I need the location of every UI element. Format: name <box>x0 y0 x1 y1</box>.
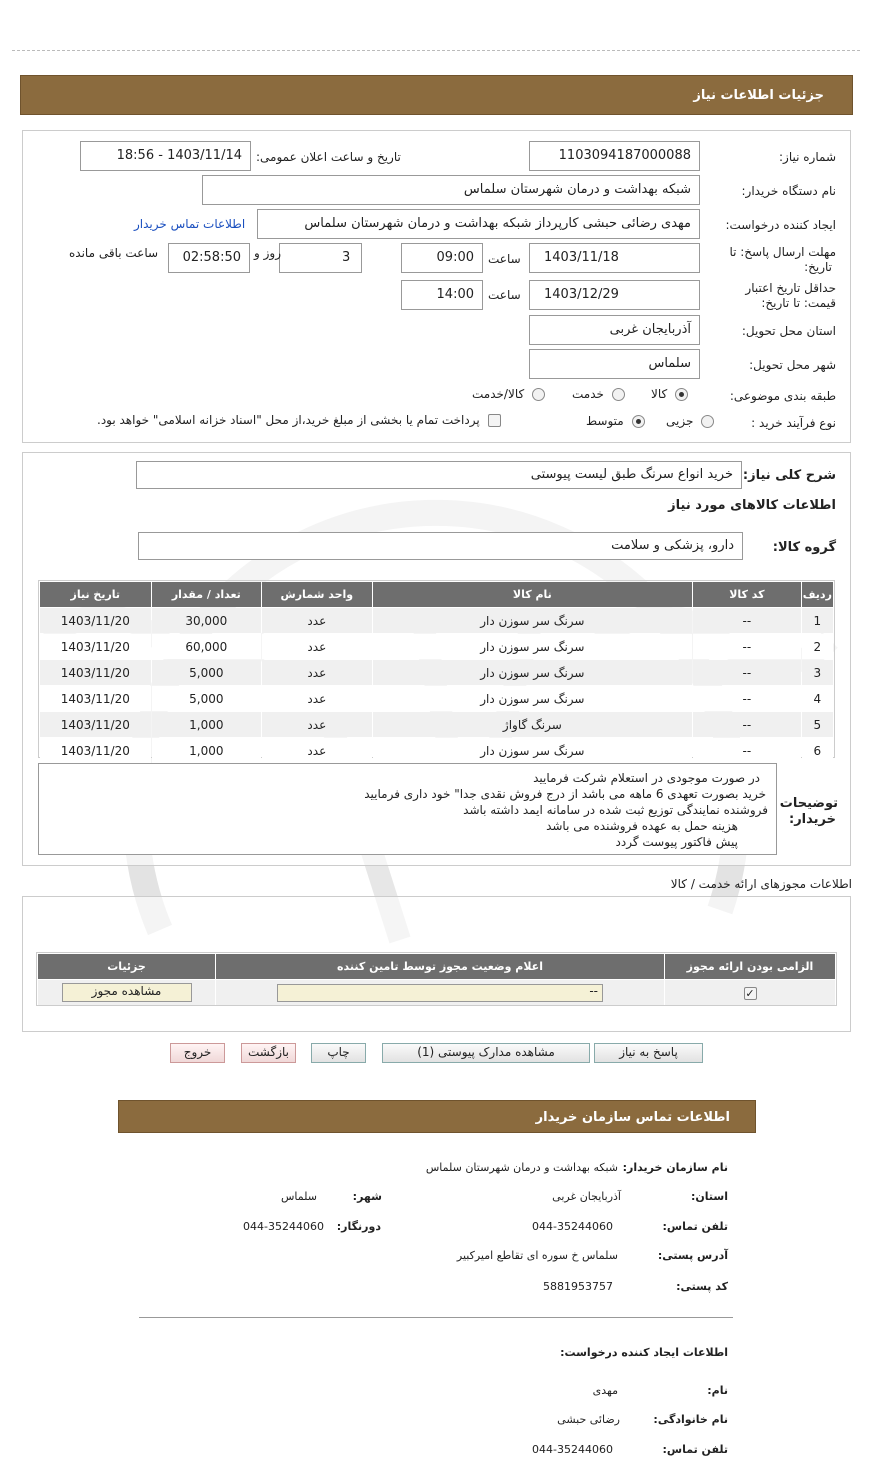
goods-info-title: اطلاعات کالاهای مورد نیاز <box>668 498 836 513</box>
province-field: آذربایجان غربی <box>529 315 700 345</box>
need-number-label: شماره نیاز: <box>779 150 836 164</box>
buyer-org-field: شبکه بهداشت و درمان شهرستان سلماس <box>202 175 700 205</box>
view-documents-button[interactable]: مشاهده مدارک پیوستی (1) <box>382 1043 590 1063</box>
permits-title: اطلاعات مجوزهای ارائه خدمت / کالا <box>670 877 852 891</box>
buyer-note-line: هزینه حمل به عهده فروشنده می باشد <box>546 819 738 833</box>
col-code: کد کالا <box>693 582 801 607</box>
deadline-label-2: تاریخ: <box>804 260 832 274</box>
required-checkbox-icon[interactable]: ✓ <box>745 986 755 1000</box>
reply-button[interactable]: پاسخ به نیاز <box>594 1043 703 1063</box>
contact-phone-value: 044-35244060 <box>532 1220 613 1233</box>
radio-unchecked-icon[interactable] <box>701 415 714 428</box>
buyer-org-label: نام دستگاه خریدار: <box>741 184 836 198</box>
category-option-service[interactable]: خدمت <box>572 387 625 401</box>
announce-field: 1403/11/14 - 18:56 <box>80 141 251 171</box>
contact-org-value: شبکه بهداشت و درمان شهرستان سلماس <box>425 1161 618 1174</box>
goods-table-header <box>40 582 833 607</box>
print-button[interactable]: چاپ <box>311 1043 366 1063</box>
goods-table <box>39 581 834 764</box>
table-row: 5 -- سرنگ گاواژ عدد 1,000 1403/11/20 <box>40 712 833 737</box>
buyer-note-line: پیش فاکتور پیوست گردد <box>615 835 738 849</box>
buyer-note-line: خرید بصورت تعهدی 6 ماهه می باشد از درج فروش نقدی جدا" خود داری فرمایید <box>364 787 766 801</box>
buyer-notes-box <box>38 763 777 855</box>
category-option-both[interactable]: کالا/خدمت <box>472 387 545 401</box>
col-qty: تعداد / مقدار <box>152 582 262 607</box>
creator-section-title: اطلاعات ایجاد کننده درخواست: <box>560 1346 728 1359</box>
buyer-contact-link[interactable]: اطلاعات تماس خریدار <box>134 217 246 231</box>
validity-time-label: ساعت <box>488 288 521 302</box>
back-button[interactable]: بازگشت <box>241 1043 296 1063</box>
contact-fax-label: دورنگار: <box>336 1220 381 1233</box>
validity-label-1: حداقل تاریخ اعتبار <box>745 281 836 295</box>
top-divider <box>12 50 860 51</box>
city-field: سلماس <box>529 349 700 379</box>
creator-field: مهدی رضائی حبشی کارپرداز شبکه بهداشت و درمان شهرستان سلماس <box>257 209 700 239</box>
table-row: 3 -- سرنگ سر سوزن دار عدد 5,000 1403/11/20 <box>40 660 833 685</box>
contact-address-label: آدرس پستی: <box>657 1249 728 1262</box>
goods-group-field: دارو، پزشکی و سلامت <box>138 532 743 560</box>
goods-table-wrap <box>38 580 835 758</box>
exit-button[interactable]: خروج <box>170 1043 225 1063</box>
table-row: 6 -- سرنگ سر سوزن دار عدد 1,000 1403/11/20 <box>40 738 833 763</box>
validity-time-field: 14:00 <box>401 280 483 310</box>
days-field: 3 <box>279 243 362 273</box>
radio-unchecked-icon[interactable] <box>532 388 545 401</box>
page-title: جزئیات اطلاعات نیاز <box>693 88 824 103</box>
permits-table-wrap <box>36 952 837 1006</box>
contact-city-label: شهر: <box>352 1190 382 1203</box>
radio-checked-icon[interactable] <box>632 415 645 428</box>
creator-family-label: نام خانوادگی: <box>653 1413 728 1426</box>
page-header <box>20 75 853 115</box>
goods-group-label: گروه کالا: <box>772 540 836 555</box>
validity-date-field: 1403/12/29 <box>529 280 700 310</box>
contact-divider <box>139 1317 733 1318</box>
permits-table-header <box>38 954 835 979</box>
need-desc-label: شرح کلی نیاز: <box>742 468 836 483</box>
contact-city-value: سلماس <box>281 1190 317 1203</box>
buyer-notes-label-2: خریدار: <box>789 812 836 827</box>
table-row <box>38 980 835 1005</box>
announce-label: تاریخ و ساعت اعلان عمومی: <box>256 150 401 164</box>
category-label: طبقه بندی موضوعی: <box>729 389 836 403</box>
treasury-payment-option[interactable]: پرداخت تمام یا بخشی از مبلغ خرید،از محل "اسناد خزانه اسلامی" خواهد بود. <box>97 413 501 427</box>
province-label: استان محل تحویل: <box>741 324 836 338</box>
contact-header <box>118 1100 756 1133</box>
need-number-field: 1103094187000088 <box>529 141 700 171</box>
deadline-date-field: 1403/11/18 <box>529 243 700 273</box>
contact-province-value: آذربایجان غربی <box>552 1190 621 1203</box>
contact-title: اطلاعات تماس سازمان خریدار <box>535 1110 730 1125</box>
col-unit: واحد شمارش <box>262 582 372 607</box>
table-row: 4 -- سرنگ سر سوزن دار عدد 5,000 1403/11/20 <box>40 686 833 711</box>
permits-table <box>37 953 836 1006</box>
contact-fax-value: 044-35244060 <box>243 1220 324 1233</box>
creator-name-label: نام: <box>707 1384 728 1397</box>
process-label: نوع فرآیند خرید : <box>751 416 836 430</box>
creator-name-value: مهدی <box>592 1384 618 1397</box>
col-name: نام کالا <box>373 582 693 607</box>
checkbox-icon[interactable] <box>488 414 501 427</box>
table-row: 1 -- سرنگ سر سوزن دار عدد 30,000 1403/11/20 <box>40 608 833 633</box>
process-option-minor[interactable]: جزیی <box>666 414 714 428</box>
contact-postal-value: 5881953757 <box>543 1280 613 1293</box>
remaining-field: 02:58:50 <box>168 243 250 273</box>
col-required: الزامی بودن ارائه مجوز <box>665 954 835 979</box>
radio-checked-icon[interactable] <box>675 388 688 401</box>
contact-phone-label: تلفن تماس: <box>662 1220 728 1233</box>
creator-family-value: رضائی حبشی <box>557 1413 620 1426</box>
buyer-note-line: فروشنده نمایندگی توزیع ثبت شده در سامانه ایمد داشته باشد <box>463 803 768 817</box>
view-permit-button[interactable]: مشاهده مجوز <box>62 983 192 1002</box>
table-row: 2 -- سرنگ سر سوزن دار عدد 60,000 1403/11/20 <box>40 634 833 659</box>
contact-postal-label: کد پستی: <box>676 1280 728 1293</box>
category-option-goods[interactable]: کالا <box>651 387 688 401</box>
col-status: اعلام وضعیت مجوز توسط تامین کننده <box>216 954 664 979</box>
radio-unchecked-icon[interactable] <box>612 388 625 401</box>
col-date: تاریخ نیاز <box>40 582 151 607</box>
contact-province-label: استان: <box>691 1190 728 1203</box>
col-row: ردیف <box>802 582 833 607</box>
contact-address-value: سلماس خ سوره ای تقاطع امیرکبیر <box>456 1249 618 1262</box>
contact-org-label: نام سازمان خریدار: <box>622 1161 728 1174</box>
city-label: شهر محل تحویل: <box>749 358 836 372</box>
deadline-label-1: مهلت ارسال پاسخ: تا <box>729 245 836 259</box>
creator-label: ایجاد کننده درخواست: <box>725 218 836 232</box>
deadline-time-field: 09:00 <box>401 243 483 273</box>
validity-label-2: قیمت: تا تاریخ: <box>761 296 836 310</box>
days-label: روز و <box>254 246 281 260</box>
need-desc-field: خرید انواع سرنگ طبق لیست پیوستی <box>136 461 742 489</box>
buyer-notes-label-1: توضیحات <box>779 796 838 811</box>
permit-status-field[interactable]: -- <box>277 984 603 1002</box>
remaining-label: ساعت باقی مانده <box>69 246 159 260</box>
col-details: جزئیات <box>38 954 215 979</box>
deadline-time-label: ساعت <box>488 252 521 266</box>
process-option-medium[interactable]: متوسط <box>586 414 645 428</box>
creator-phone-value: 044-35244060 <box>532 1443 613 1456</box>
creator-phone-label: تلفن تماس: <box>662 1443 728 1456</box>
buyer-note-line: در صورت موجودی در استعلام شرکت فرمایید <box>533 771 760 785</box>
